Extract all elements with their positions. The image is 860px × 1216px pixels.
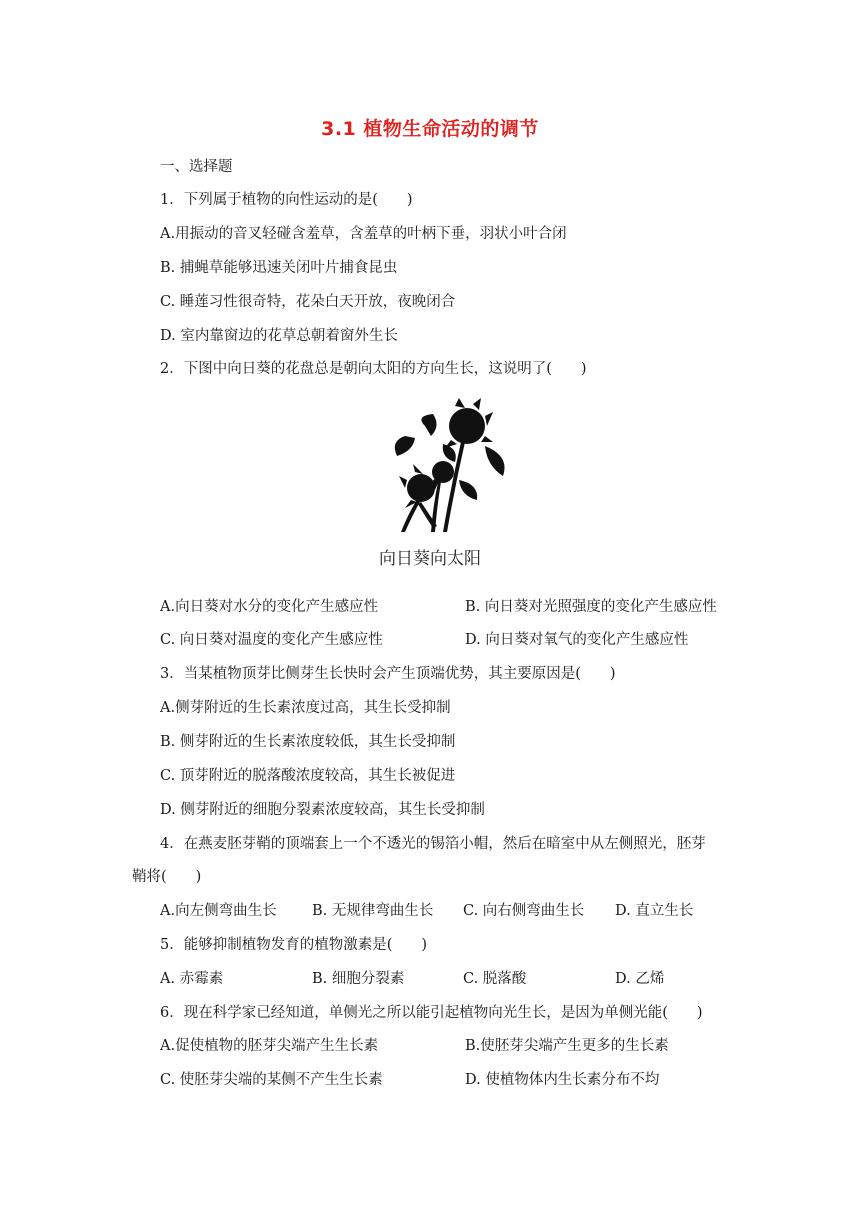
question-4-option-b: B. 无规律弯曲生长 xyxy=(312,903,434,919)
question-6-stem: 6．现在科学家已经知道，单侧光之所以能引起植物向光生长，是因为单侧光能( ) xyxy=(160,1005,703,1021)
question-1-stem: 1．下列属于植物的向性运动的是( ) xyxy=(160,192,413,208)
section-heading: 一、选择题 xyxy=(160,159,233,175)
question-5-option-d: D. 乙烯 xyxy=(615,971,665,987)
question-3-option-a: A.侧芽附近的生长素浓度过高，其生长受抑制 xyxy=(160,700,451,716)
question-6-option-b: B.使胚芽尖端产生更多的生长素 xyxy=(465,1038,669,1054)
question-2-option-d: D. 向日葵对氧气的变化产生感应性 xyxy=(465,632,689,648)
question-3-stem: 3．当某植物顶芽比侧芽生长快时会产生顶端优势，其主要原因是( ) xyxy=(160,666,616,682)
page-title: 3.1 植物生命活动的调节 xyxy=(321,118,539,140)
question-6-option-c: C. 使胚芽尖端的某侧不产生生长素 xyxy=(160,1072,383,1088)
question-2-stem: 2．下图中向日葵的花盘总是朝向太阳的方向生长，这说明了( ) xyxy=(160,361,587,377)
question-3-option-c: C. 顶芽附近的脱落酸浓度较高，其生长被促进 xyxy=(160,768,456,784)
question-2-option-a: A.向日葵对水分的变化产生感应性 xyxy=(160,599,379,615)
question-5-option-b: B. 细胞分裂素 xyxy=(312,971,405,987)
question-6-option-a: A.促使植物的胚芽尖端产生生长素 xyxy=(160,1038,379,1054)
question-3-option-d: D. 侧芽附近的细胞分裂素浓度较高，其生长受抑制 xyxy=(160,802,485,818)
question-4-option-c: C. 向右侧弯曲生长 xyxy=(463,903,585,919)
question-1-option-b: B. 捕蝇草能够迅速关闭叶片捕食昆虫 xyxy=(160,260,398,276)
question-1-option-a: A.用振动的音叉轻碰含羞草，含羞草的叶柄下垂，羽状小叶合闭 xyxy=(160,226,567,242)
question-2-option-b: B. 向日葵对光照强度的变化产生感应性 xyxy=(465,599,717,615)
question-1-option-c: C. 睡莲习性很奇特，花朵白天开放，夜晚闭合 xyxy=(160,294,456,310)
figure-caption: 向日葵向太阳 xyxy=(379,549,481,569)
question-1-option-d: D. 室内靠窗边的花草总朝着窗外生长 xyxy=(160,328,398,344)
question-6-option-d: D. 使植物体内生长素分布不均 xyxy=(465,1072,660,1088)
question-5-option-c: C. 脱落酸 xyxy=(463,971,527,987)
question-4-option-d: D. 直立生长 xyxy=(615,903,694,919)
question-4-stem-line-1: 4．在燕麦胚芽鞘的顶端套上一个不透光的锡箔小帽，然后在暗室中从左侧照光，胚芽 xyxy=(160,836,706,852)
question-5-option-a: A. 赤霉素 xyxy=(160,971,224,987)
question-5-stem: 5．能够抑制植物发育的植物激素是( ) xyxy=(160,937,428,953)
question-4-option-a: A.向左侧弯曲生长 xyxy=(160,903,277,919)
question-4-stem-line-2: 鞘将( ) xyxy=(132,869,202,885)
sunflower-icon xyxy=(385,396,505,536)
question-2-option-c: C. 向日葵对温度的变化产生感应性 xyxy=(160,632,383,648)
question-3-option-b: B. 侧芽附近的生长素浓度较低，其生长受抑制 xyxy=(160,734,456,750)
